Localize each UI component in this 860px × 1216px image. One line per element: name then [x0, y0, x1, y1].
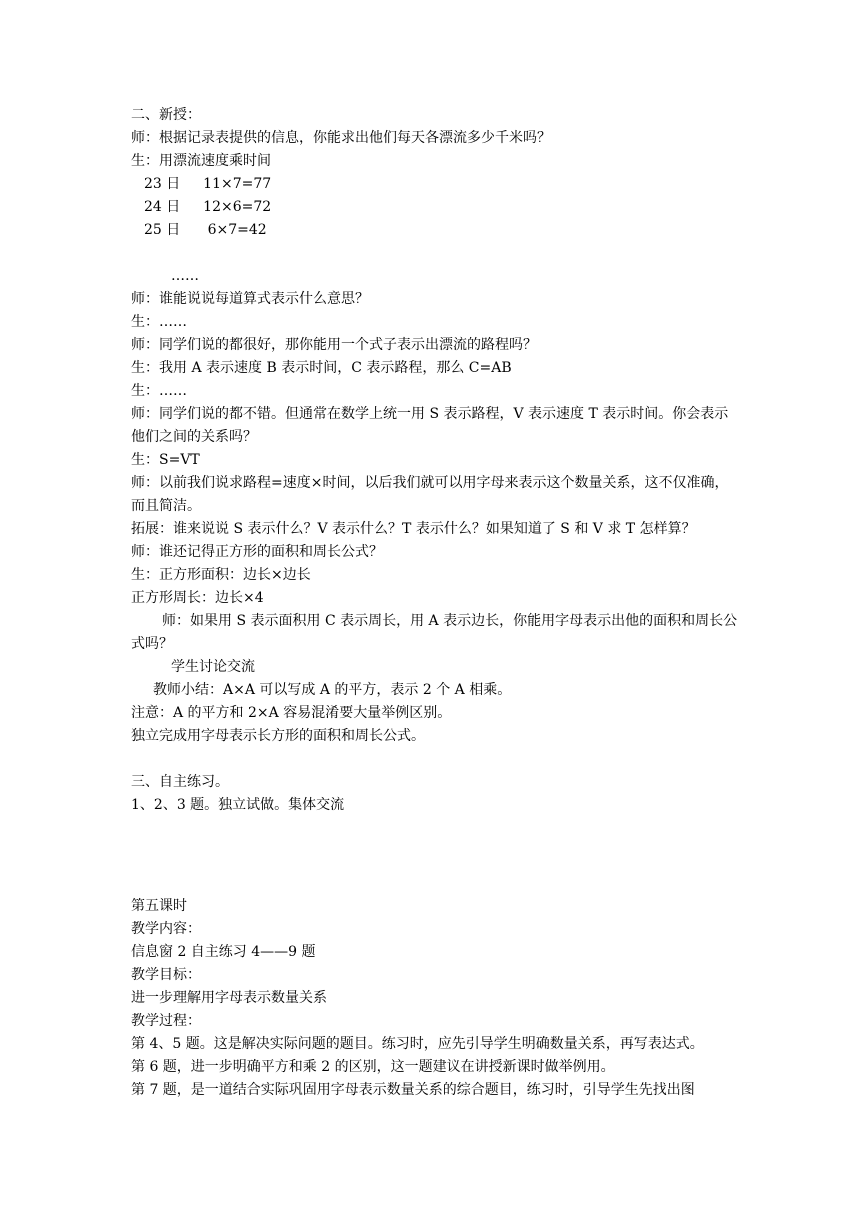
- calc-row: 25 日 6×7=42: [144, 222, 267, 238]
- section-heading-new-teaching: 二、新授：: [131, 107, 201, 123]
- practice-line: 1、2、3 题。独立试做。集体交流: [131, 797, 345, 813]
- dialogue-line: 生：……: [131, 383, 187, 399]
- teacher-paragraph: 师：同学们说的都不错。但通常在数学上统一用 S 表示路程，V 表示速度 T 表示时间。你会表示他们之间的关系吗？: [131, 406, 729, 445]
- dialogue-line: 师：同学们说的都很好，那你能用一个式子表示出漂流的路程吗？: [131, 337, 537, 353]
- dialogue-line: 师：谁能说说每道算式表示什么意思？: [131, 291, 369, 307]
- spacer: [131, 242, 741, 265]
- process-item: 第 7 题，是一道结合实际巩固用字母表示数量关系的综合题目，练习时，引导学生先找出图: [131, 1082, 695, 1098]
- calc-row: 24 日 12×6=72: [144, 199, 272, 215]
- dialogue-line: 生：我用 A 表示速度 B 表示时间，C 表示路程，那么 C=AB: [131, 360, 512, 376]
- dialogue-line: 生：正方形面积：边长×边长: [131, 567, 311, 583]
- note-line: 注意：A 的平方和 2×A 容易混淆要大量举例区别。: [131, 705, 452, 721]
- discussion-line: 学生讨论交流: [171, 659, 255, 675]
- extension-line: 拓展：谁来说说 S 表示什么？V 表示什么？T 表示什么？如果知道了 S 和 V 求 T 怎样算？: [131, 521, 696, 537]
- section-heading-practice: 三、自主练习。: [131, 774, 229, 790]
- process-label: 教学过程：: [131, 1013, 201, 1029]
- process-item: 第 6 题，进一步明确平方和乘 2 的区别，这一题建议在讲授新课时做举例用。: [131, 1059, 615, 1075]
- dialogue-line: 生：……: [131, 314, 187, 330]
- dialogue-line: 生：S=VT: [131, 452, 200, 468]
- goal-text: 进一步理解用字母表示数量关系: [131, 990, 327, 1006]
- ellipsis-line: ……: [171, 268, 199, 284]
- spacer: [131, 748, 741, 771]
- dialogue-line: 师：根据记录表提供的信息，你能求出他们每天各漂流多少千米吗？: [131, 130, 551, 146]
- dialogue-line: 生：用漂流速度乘时间: [131, 153, 271, 169]
- goal-label: 教学目标：: [131, 967, 201, 983]
- process-item: 第 4、5 题。这是解决实际问题的题目。练习时，应先引导学生明确数量关系，再写表达式。: [131, 1036, 704, 1052]
- teacher-paragraph: 师：以前我们说求路程=速度×时间，以后我们就可以用字母来表示这个数量关系，这不仅准确，而且简洁。: [131, 475, 729, 514]
- task-line: 独立完成用字母表示长方形的面积和周长公式。: [131, 728, 425, 744]
- teacher-paragraph: 师：如果用 S 表示面积用 C 表示周长，用 A 表示边长，你能用字母表示出他的面积和周长公式吗？: [131, 613, 738, 652]
- lesson-title: 第五课时: [131, 898, 187, 914]
- summary-line: 教师小结：A×A 可以写成 A 的平方，表示 2 个 A 相乘。: [153, 682, 512, 698]
- calc-row: 23 日 11×7=77: [144, 176, 272, 192]
- content-text: 信息窗 2 自主练习 4——9 题: [131, 944, 316, 960]
- dialogue-line: 正方形周长：边长×4: [131, 590, 264, 606]
- content-label: 教学内容：: [131, 921, 201, 937]
- spacer: [131, 817, 741, 895]
- dialogue-line: 师：谁还记得正方形的面积和周长公式？: [131, 544, 383, 560]
- document-page: [131, 104, 741, 1102]
